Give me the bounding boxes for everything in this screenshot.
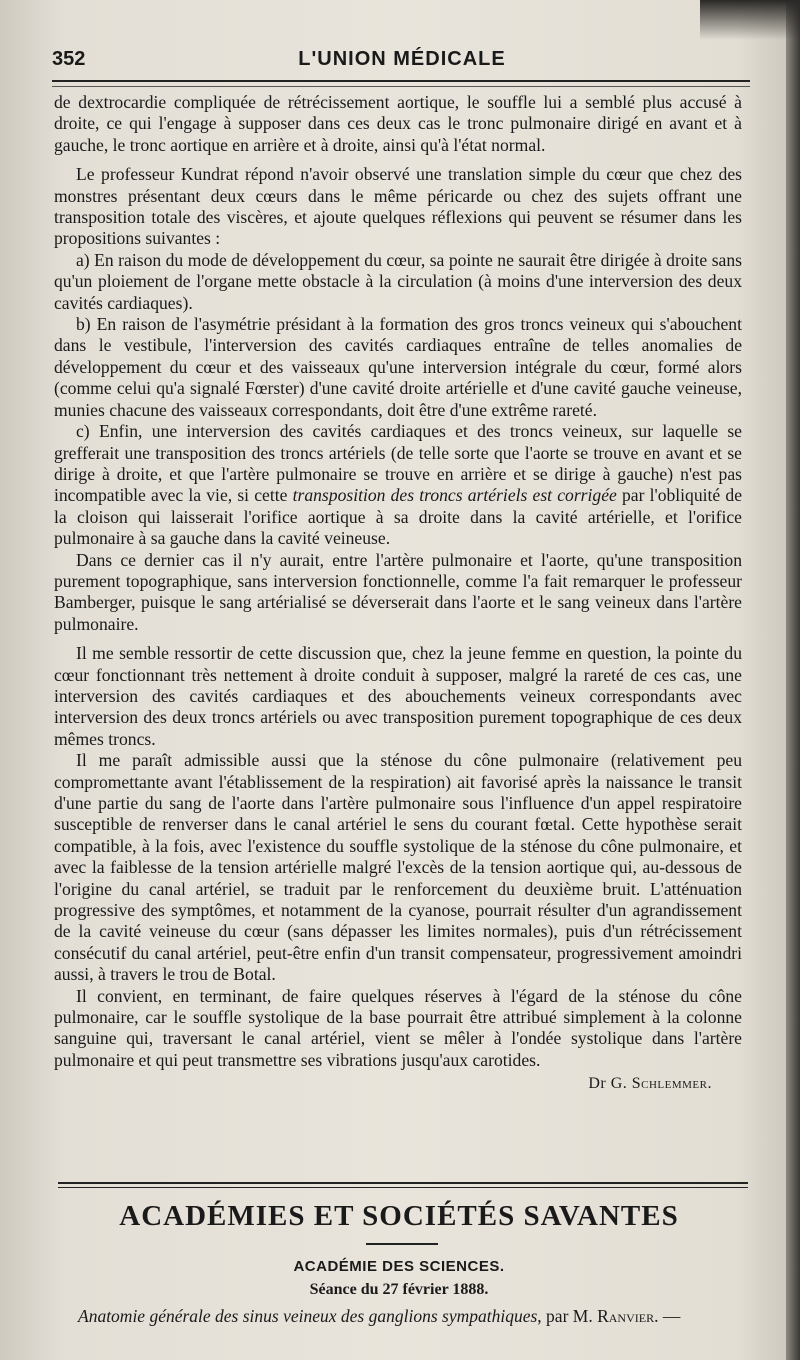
- session-date: Séance du 27 février 1888.: [309, 1281, 489, 1298]
- communication-title-line: [78, 1306, 758, 1327]
- paragraph: de dextrocardie compliquée de rétrécissement aortique, le souffle lui a semblé plus accusé à droite, ce qui l'engage à supposer dans ces deux cas le tronc pulmonaire dirigé en avant et à gauche, le tronc aortique en arrière et à droite, ainsi qu'à l'état normal.: [54, 92, 742, 155]
- page-header: [52, 46, 752, 76]
- subsection-title: ACADÉMIE DES SCIENCES.: [293, 1258, 505, 1275]
- paragraph: a) En raison du mode de développement du cœur, sa pointe ne saurait être dirigée à droite sans qu'un ploiement de l'organe mette obstacle à la circulation (à moins d'une interversion des deux cavités cardiaques).: [54, 249, 742, 313]
- signature-name: Schlemmer.: [631, 1075, 712, 1093]
- article-body: [54, 92, 742, 1095]
- paragraph-italic-text: transposition des troncs artériels est corrigée: [292, 485, 617, 506]
- communication-title: Anatomie générale des sinus veineux des ganglions sympathiques: [78, 1306, 538, 1326]
- title-underline: [366, 1243, 438, 1245]
- paragraph: Il me paraît admissible aussi que la sténose du cône pulmonaire (relativement peu compromettante avant l'établissement de la respiration) ait favorisé après la naissance le transit d'une partie du sang de l'aorte dans l'artère pulmonaire sous l'influence d'un appel respiratoire susceptible de renverser dans le canal artériel le sens du courant fœtal. Cette hypothèse serait compatible, à la fois, avec l'existence du souffle systolique de la sténose du cône pulmonaire, et avec la faiblesse de la tension artérielle malgré l'excès de la tension aortique qui, au-dessous de l'origine du canal artériel, se traduit par le renforcement du deuxième bruit. L'atténuation progressive des symptômes, et notamment de la cyanose, pourrait résulter d'un agrandissement de la cavité veineuse du cœur (sans dépasser les limites normales), puis d'un rétrécissement consécutif du canal artériel, peut-être enfin d'un transit compensateur, progressivement amoindri aussi, à travers le trou de Botal.: [54, 750, 742, 985]
- page-corner-shadow: [700, 0, 800, 40]
- running-head: L'UNION MÉDICALE: [298, 48, 506, 70]
- paragraph: Le professeur Kundrat répond n'avoir observé une translation simple du cœur que chez des monstres présentant deux cœurs dans le même péricarde ou chez des sujets offrant une transposition totale des viscères, et ajoute quelques réflexions qui peuvent se résumer dans les propositions suivantes :: [54, 164, 742, 249]
- paragraph: Dans ce dernier cas il n'y aurait, entre l'artère pulmonaire et l'aorte, qu'une transposition purement topographique, sans interversion fonctionnelle, comme l'a fait remarquer le professeur Bamberger, puisque le sang artérialisé se déverserait dans l'aorte et le sang veineux dans l'artère pulmonaire.: [54, 549, 742, 634]
- paragraph: Il convient, en terminant, de faire quelques réserves à l'égard de la sténose du cône pulmonaire, car le souffle systolique de la base pourrait être attribué simplement à la colonne sanguine qui, traversant le canal artériel, vient se mêler à l'ondée systolique dans l'artère pulmonaire et qui peut transmettre ses vibrations jusqu'aux carotides.: [54, 985, 742, 1070]
- author-signature: [54, 1073, 742, 1094]
- paragraph-text: par l'obliquité de la cloison qui laisserait l'orifice aortique à sa droite dans la cavité artérielle, et l'orifice pulmonaire à sa gauche dans la cavité veineuse.: [54, 485, 743, 549]
- page-number: 352: [52, 48, 86, 70]
- section-rule-thick: [58, 1182, 748, 1184]
- trailing-dash: —: [658, 1306, 681, 1326]
- communication-author: Ranvier.: [597, 1306, 659, 1326]
- header-rule-thin: [52, 86, 750, 87]
- header-rule: [52, 80, 750, 82]
- page-edge-shadow: [786, 0, 800, 1360]
- paragraph: Il me semble ressortir de cette discussion que, chez la jeune femme en question, la pointe du cœur fonctionnant très nettement à droite conduit à supposer, malgré la rareté de ces cas, une interversion des cavités cardiaques et des abouchements veineux correspondants avec interversion des deux troncs artériels ou avec transposition purement topographique de ces deux mêmes troncs.: [54, 643, 742, 749]
- signature-prefix: Dr G.: [588, 1075, 632, 1093]
- paragraph: b) En raison de l'asymétrie présidant à la formation des gros troncs veineux qui s'abouchent dans le vestibule, l'interversion des cavités cardiaques entraîne de telles anomalies de développement du cœur et des vaisseaux qu'une interversion intégrale du cœur, formé alors (comme celui qu'a signalé Fœrster) d'une cavité droite artérielle et d'une cavité gauche veineuse, munies chacune des vaisseaux correspondants, doit être d'une extrême rareté.: [54, 314, 742, 420]
- communication-by: , par M.: [537, 1306, 598, 1326]
- paragraph: [54, 421, 742, 549]
- paragraph-text: c) Enfin, une interversion des cavités cardiaques et des troncs veineux, sur laquelle se grefferait une transposition des troncs artériels (de telle sorte que l'aorte se trouve en avant et se dirige à droite, et que l'artère pulmonaire se trouve en arrière et se dirige à gauche) n'est pas incompatible avec la vie, si cette: [54, 421, 742, 506]
- section-title: ACADÉMIES ET SOCIÉTÉS SAVANTES: [119, 1200, 679, 1232]
- section-rule-thin: [58, 1187, 748, 1188]
